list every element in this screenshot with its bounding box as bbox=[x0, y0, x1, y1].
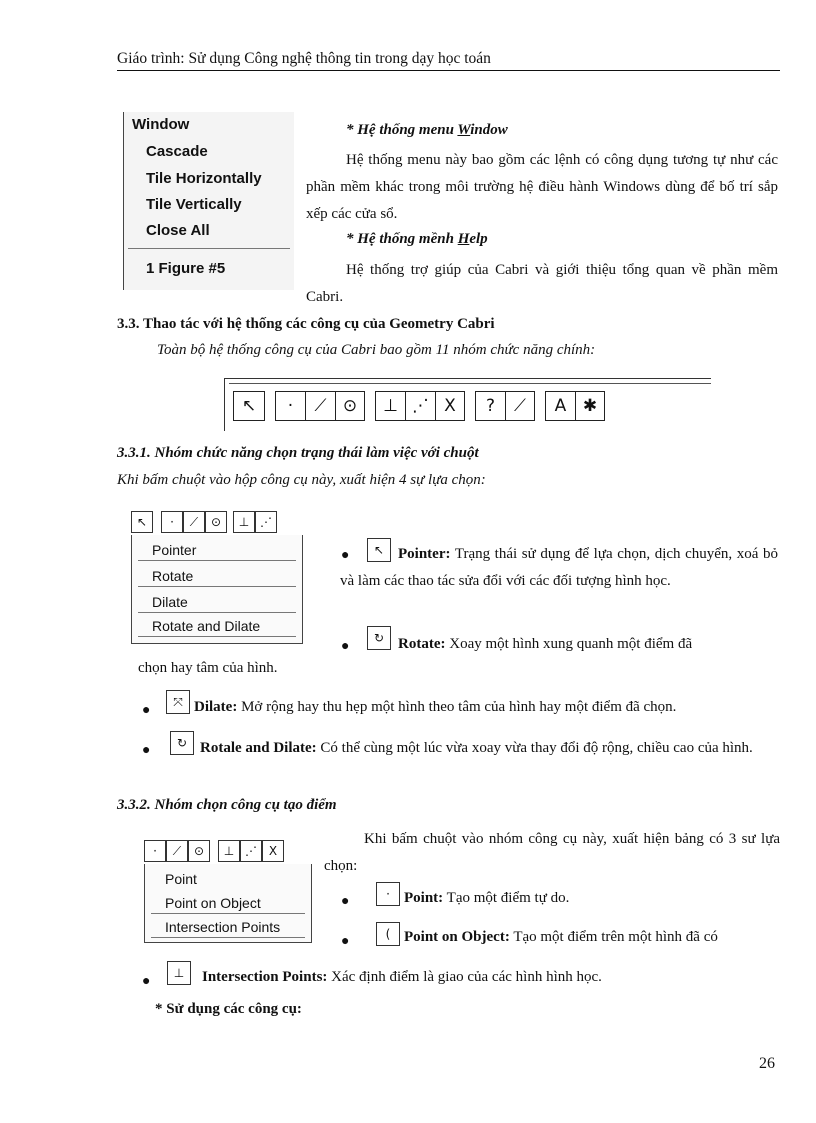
circle-tool-icon[interactable]: ⊙ bbox=[335, 391, 365, 421]
check-measure-group bbox=[475, 391, 535, 421]
transform-tool-icon[interactable]: ⋰ bbox=[405, 391, 435, 421]
circle-mini-icon[interactable]: ⊙ bbox=[205, 511, 227, 533]
construct-mini-icon-2[interactable]: ⊥ bbox=[218, 840, 240, 862]
bullet: ● bbox=[341, 934, 350, 949]
dilate-description bbox=[194, 699, 676, 716]
point-icon: · bbox=[376, 882, 400, 906]
rotate-dilate-label: Rotale and Dilate: bbox=[200, 740, 317, 756]
list-item-point-on-object[interactable]: Point on Object bbox=[151, 892, 305, 914]
point-label: Point: bbox=[404, 890, 444, 906]
section-331-intro: Khi bấm chuột vào hộp công cụ này, xuất hiện 4 sự lựa chọn: bbox=[117, 472, 486, 488]
cabri-toolbar bbox=[224, 378, 711, 431]
window-menu-title[interactable]: Window bbox=[132, 116, 190, 133]
measure-tool-icon[interactable]: ⟋ bbox=[505, 391, 535, 421]
window-body-text: Hệ thống menu này bao gồm các lệnh có công dụng tương tự như các phần mềm khác trong môi trường hệ điều hành Windows dùng để bố trí sắp xếp các cửa sổ. bbox=[306, 152, 778, 222]
line-tool-icon[interactable]: ⟋ bbox=[305, 391, 335, 421]
point-line-circle-group bbox=[275, 391, 365, 421]
pointer-mini-icon[interactable]: ↖ bbox=[131, 511, 153, 533]
list-item-intersection-points[interactable]: Intersection Points bbox=[151, 916, 305, 938]
rotate-label: Rotate: bbox=[398, 636, 446, 652]
pointer-tool-icon[interactable]: ↖ bbox=[233, 391, 265, 421]
transform-mini-icon-2[interactable]: ⋰ bbox=[240, 840, 262, 862]
list-item-pointer[interactable]: Pointer bbox=[138, 539, 296, 561]
display-tool-icon[interactable]: A bbox=[545, 391, 575, 421]
point-options-list bbox=[144, 864, 312, 943]
rotate-text-line2: chọn hay tâm của hình. bbox=[138, 660, 278, 676]
bullet: ● bbox=[142, 974, 151, 989]
point-on-object-icon: ( bbox=[376, 922, 400, 946]
construct-tool-icon[interactable]: ⊥ bbox=[375, 391, 405, 421]
pointer-group-toolbar bbox=[131, 511, 277, 533]
section-33-heading: 3.3. Thao tác với hệ thống các công cụ của Geometry Cabri bbox=[117, 316, 495, 332]
bullet: ● bbox=[142, 703, 151, 718]
check-tool-icon[interactable]: ? bbox=[475, 391, 505, 421]
section-332-intro-text: Khi bấm chuột vào nhóm công cụ này, xuất hiện bảng có 3 sư lựa chọn: bbox=[324, 831, 780, 874]
window-heading: * Hệ thống menu Window bbox=[346, 122, 508, 138]
section-332-intro bbox=[324, 826, 780, 880]
usage-heading: * Sử dụng các công cụ: bbox=[155, 1001, 302, 1017]
window-body bbox=[306, 147, 778, 228]
display-draw-group bbox=[545, 391, 605, 421]
pointer-label: Pointer: bbox=[398, 546, 451, 562]
rotate-dilate-description bbox=[138, 735, 778, 762]
section-33-intro: Toàn bộ hệ thống công cụ của Cabri bao gồm 11 nhóm chức năng chính: bbox=[157, 342, 596, 358]
bullet: ● bbox=[142, 743, 151, 758]
help-body-text: Hệ thống trợ giúp của Cabri và giới thiệu tổng quan về phần mềm Cabri. bbox=[306, 262, 778, 305]
menu-item-cascade[interactable]: Cascade bbox=[146, 143, 208, 160]
list-item-dilate[interactable]: Dilate bbox=[138, 591, 296, 613]
help-body bbox=[306, 257, 778, 311]
draw-tool-icon[interactable]: ✱ bbox=[575, 391, 605, 421]
intersection-text: Xác định điểm là giao của các hình hình học. bbox=[331, 969, 602, 985]
dilate-label: Dilate: bbox=[194, 699, 238, 715]
menu-item-close-all[interactable]: Close All bbox=[146, 222, 210, 239]
pointer-text: Trạng thái sử dụng để lựa chọn, dịch chuyển, xoá bỏ và làm các thao tác sửa đổi với các đối tượng hình học. bbox=[340, 546, 778, 589]
intersection-description bbox=[202, 969, 602, 986]
page-header: Giáo trình: Sử dụng Công nghệ thông tin trong dạy học toán bbox=[117, 50, 491, 67]
point-on-object-text: Tạo một điểm trên một hình đã có bbox=[513, 929, 718, 945]
page-number: 26 bbox=[759, 1055, 775, 1072]
menu-separator bbox=[128, 248, 290, 249]
rotate-dilate-icon: ↻ bbox=[170, 731, 194, 755]
macro-mini-icon-2[interactable]: X bbox=[262, 840, 284, 862]
construct-mini-icon[interactable]: ⊥ bbox=[233, 511, 255, 533]
point-mini-icon-2[interactable]: · bbox=[144, 840, 166, 862]
macro-tool-icon[interactable]: X bbox=[435, 391, 465, 421]
list-item-point[interactable]: Point bbox=[165, 871, 197, 887]
menu-item-tile-vertically[interactable]: Tile Vertically bbox=[146, 196, 242, 213]
dilate-icon: ⤧ bbox=[166, 690, 190, 714]
pointer-options-list bbox=[131, 535, 303, 644]
menu-item-tile-horizontally[interactable]: Tile Horizontally bbox=[146, 170, 262, 187]
point-on-object-description bbox=[404, 929, 718, 946]
construct-transform-group bbox=[375, 391, 465, 421]
bullet: ● bbox=[341, 639, 350, 654]
point-text: Tạo một điểm tự do. bbox=[446, 890, 570, 906]
header-rule bbox=[117, 70, 780, 71]
section-332-heading: 3.3.2. Nhóm chọn công cụ tạo điểm bbox=[117, 797, 337, 813]
rotate-text-line1: Xoay một hình xung quanh một điểm đã bbox=[449, 636, 693, 652]
list-item-rotate-and-dilate[interactable]: Rotate and Dilate bbox=[138, 615, 296, 637]
point-tool-icon[interactable]: · bbox=[275, 391, 305, 421]
dilate-text: Mở rộng hay thu hẹp một hình theo tâm của hình hay một điểm đã chọn. bbox=[241, 699, 677, 715]
line-mini-icon-2[interactable]: ⟋ bbox=[166, 840, 188, 862]
help-heading: * Hệ thống mềnh Help bbox=[346, 231, 488, 247]
line-mini-icon[interactable]: ⟋ bbox=[183, 511, 205, 533]
section-331-heading: 3.3.1. Nhóm chức năng chọn trạng thái làm việc với chuột bbox=[117, 445, 479, 461]
point-description bbox=[404, 890, 569, 907]
pointer-description bbox=[340, 541, 778, 595]
rotate-icon: ↻ bbox=[367, 626, 391, 650]
transform-mini-icon[interactable]: ⋰ bbox=[255, 511, 277, 533]
list-item-rotate[interactable]: Rotate bbox=[138, 565, 296, 587]
bullet: ● bbox=[341, 548, 350, 563]
menu-item-recent-figure[interactable]: 1 Figure #5 bbox=[146, 260, 226, 277]
intersection-points-icon: ⊥ bbox=[167, 961, 191, 985]
point-group-toolbar bbox=[144, 840, 284, 862]
toolbar-buttons bbox=[233, 391, 605, 421]
point-mini-icon[interactable]: · bbox=[161, 511, 183, 533]
bullet: ● bbox=[341, 894, 350, 909]
intersection-label: Intersection Points: bbox=[202, 969, 328, 985]
point-on-object-label: Point on Object: bbox=[404, 929, 510, 945]
rotate-description bbox=[340, 631, 778, 658]
circle-mini-icon-2[interactable]: ⊙ bbox=[188, 840, 210, 862]
pointer-icon: ↖ bbox=[367, 538, 391, 562]
toolbar-top-rule bbox=[229, 383, 711, 384]
rotate-dilate-text: Có thể cùng một lúc vừa xoay vừa thay đổi độ rộng, chiều cao của hình. bbox=[320, 740, 753, 756]
window-menu-screenshot bbox=[123, 112, 294, 290]
